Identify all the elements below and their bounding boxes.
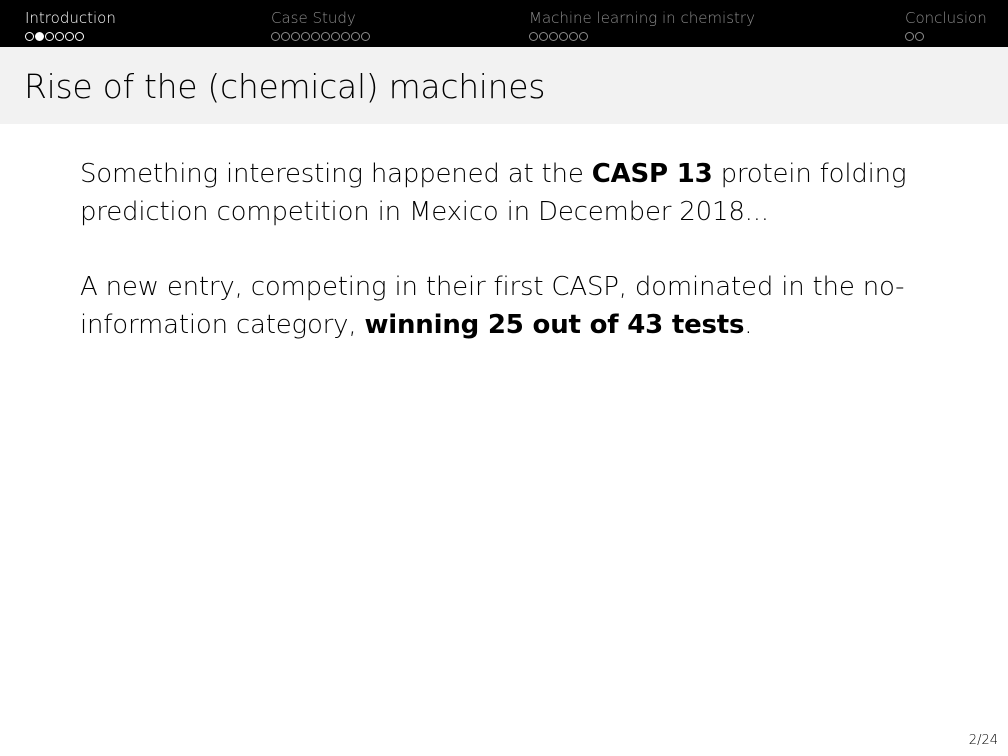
current-slide-dot[interactable] [35,32,44,41]
nav-slide-dots [271,31,370,41]
slide-dot[interactable] [351,32,360,41]
paragraph-casp [80,155,940,231]
nav-slide-dots [529,31,755,41]
emphasis-winning-tests: winning 25 out of 43 tests [364,310,745,340]
frame-title-bar [0,47,1008,124]
nav-section-title[interactable]: Conclusion [905,9,987,27]
slide-dot[interactable] [25,32,34,41]
paragraph-text: protein folding prediction competition in Mexico in December 2018... [80,159,907,227]
slide-dot[interactable] [291,32,300,41]
slide-dot[interactable] [569,32,578,41]
nav-section-title[interactable]: Machine learning in chemistry [529,9,755,27]
nav-slide-dots [905,31,987,41]
paragraph-text: . [744,310,753,340]
page-number: 2/24 [968,733,998,748]
emphasis-casp-13: CASP 13 [591,159,713,189]
slide-dot[interactable] [281,32,290,41]
slide-dot[interactable] [361,32,370,41]
paragraph-new-entry [80,268,940,344]
slide-dot[interactable] [559,32,568,41]
nav-section-introduction[interactable] [25,9,116,41]
slide-dot[interactable] [271,32,280,41]
nav-section-case-study[interactable] [271,9,370,41]
slide-dot[interactable] [549,32,558,41]
slide-dot[interactable] [341,32,350,41]
nav-section-title[interactable]: Introduction [25,9,116,27]
slide-dot[interactable] [45,32,54,41]
slide-body [80,155,940,381]
paragraph-text: A new entry, competing in their first CASP, dominated in the no-information category, [80,272,905,340]
nav-section-machine-learning[interactable] [529,9,755,41]
slide-dot[interactable] [579,32,588,41]
slide-dot[interactable] [321,32,330,41]
paragraph-text: Something interesting happened at the [80,159,592,189]
nav-section-title[interactable]: Case Study [271,9,356,27]
slide-dot[interactable] [915,32,924,41]
slide-dot[interactable] [539,32,548,41]
slide-dot[interactable] [905,32,914,41]
slide-dot[interactable] [311,32,320,41]
slide-dot[interactable] [529,32,538,41]
slide-dot[interactable] [65,32,74,41]
slide-dot[interactable] [301,32,310,41]
section-navigation-bar [0,0,1008,47]
nav-section-conclusion[interactable] [905,9,987,41]
slide-title: Rise of the (chemical) machines [24,67,546,106]
slide-dot[interactable] [75,32,84,41]
slide-dot[interactable] [331,32,340,41]
nav-slide-dots [25,31,116,41]
slide-dot[interactable] [55,32,64,41]
